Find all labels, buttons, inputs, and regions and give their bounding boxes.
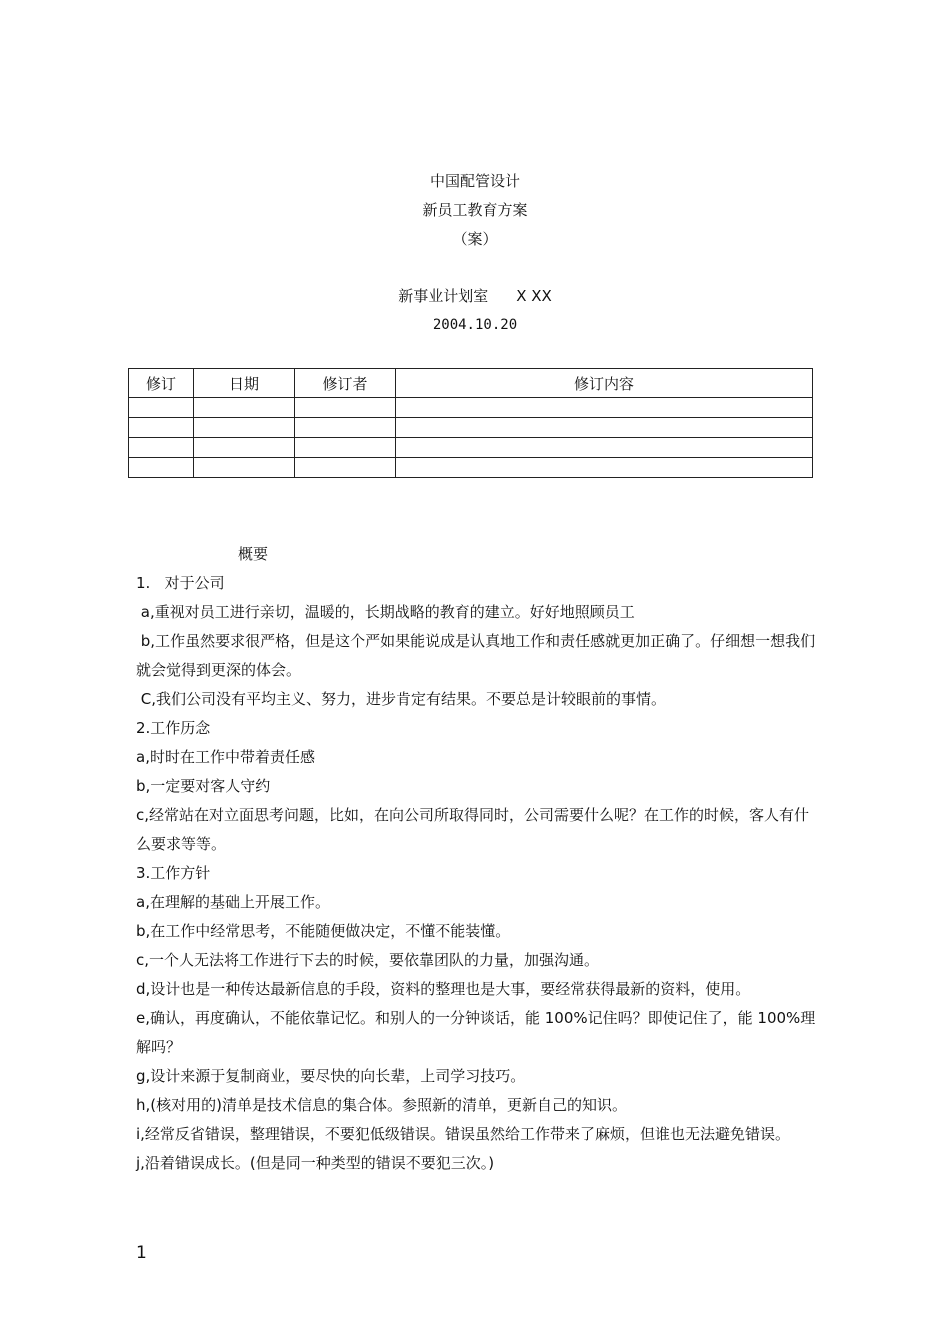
- table-row: [129, 418, 813, 438]
- table-row: [129, 398, 813, 418]
- document-body: [136, 540, 820, 1178]
- table-cell: [194, 438, 295, 458]
- table-cell: [194, 418, 295, 438]
- draft-label: （案）: [452, 230, 498, 248]
- table-cell: [295, 438, 396, 458]
- revision-table: [128, 368, 813, 478]
- list-item: b,一定要对客人守约: [136, 777, 271, 795]
- document-date: 2004.10.20: [432, 317, 518, 333]
- reviser-col-header: 修订者: [295, 369, 396, 398]
- section-heading: 2.工作历念: [136, 719, 211, 737]
- section-heading: 1. 对于公司: [136, 574, 225, 592]
- list-item: g,设计来源于复制商业，要尽快的向长辈，上司学习技巧。: [136, 1067, 526, 1085]
- list-item: a,时时在工作中带着责任感: [136, 748, 315, 766]
- table-cell: [129, 458, 194, 478]
- table-cell: [295, 398, 396, 418]
- section-heading: 3.工作方针: [136, 864, 211, 882]
- list-item: c,经常站在对立面思考问题，比如，在向公司所取得同时，公司需要什么呢？在工作的时候，客人有什么要求等等。: [136, 806, 810, 853]
- summary-heading: 概要: [238, 545, 269, 563]
- author-name: X XX: [516, 287, 552, 305]
- list-item: a,重视对员工进行亲切，温暖的，长期战略的教育的建立。好好地照顾员工: [136, 603, 635, 621]
- revision-col-header: 修订: [129, 369, 194, 398]
- list-item: b,在工作中经常思考，不能随便做决定，不懂不能装懂。: [136, 922, 511, 940]
- content-col-header: 修订内容: [396, 369, 813, 398]
- table-row: [129, 438, 813, 458]
- table-cell: [129, 438, 194, 458]
- list-item: i,经常反省错误，整理错误，不要犯低级错误。错误虽然给工作带来了麻烦，但谁也无法避免错误。: [136, 1125, 790, 1143]
- list-item: j,沿着错误成长。(但是同一种类型的错误不要犯三次。): [136, 1154, 495, 1172]
- list-item: a,在理解的基础上开展工作。: [136, 893, 330, 911]
- list-item: C,我们公司没有平均主义、努力，进步肯定有结果。不要总是计较眼前的事情。: [136, 690, 667, 708]
- table-cell: [295, 458, 396, 478]
- table-cell: [194, 398, 295, 418]
- list-item: b,工作虽然要求很严格，但是这个严如果能说成是认真地工作和责任感就更加正确了。仔细想一想我们就会觉得到更深的体会。: [136, 632, 816, 679]
- table-cell: [194, 458, 295, 478]
- list-item: h,(核对用的)清单是技术信息的集合体。参照新的清单，更新自己的知识。: [136, 1096, 627, 1114]
- department-line: [0, 286, 950, 306]
- revision-header-row: [129, 369, 813, 398]
- department-name: 新事业计划室: [398, 287, 489, 305]
- table-cell: [129, 398, 194, 418]
- date-col-header: 日期: [194, 369, 295, 398]
- table-row: [129, 458, 813, 478]
- document-title: 新员工教育方案: [422, 201, 528, 219]
- table-cell: [129, 418, 194, 438]
- table-cell: [396, 438, 813, 458]
- table-cell: [396, 398, 813, 418]
- table-cell: [396, 418, 813, 438]
- page-number: 1: [136, 1243, 147, 1263]
- list-item: c,一个人无法将工作进行下去的时候，要依靠团队的力量，加强沟通。: [136, 951, 600, 969]
- company-name: 中国配管设计: [429, 172, 520, 190]
- list-item: d,设计也是一种传达最新信息的手段，资料的整理也是大事，要经常获得最新的资料，使用。: [136, 980, 751, 998]
- list-item: e,确认，再度确认，不能依靠记忆。和别人的一分钟谈话，能 100%记住吗？即使记住了，能 100%理解吗？: [136, 1009, 816, 1056]
- table-cell: [396, 458, 813, 478]
- table-cell: [295, 418, 396, 438]
